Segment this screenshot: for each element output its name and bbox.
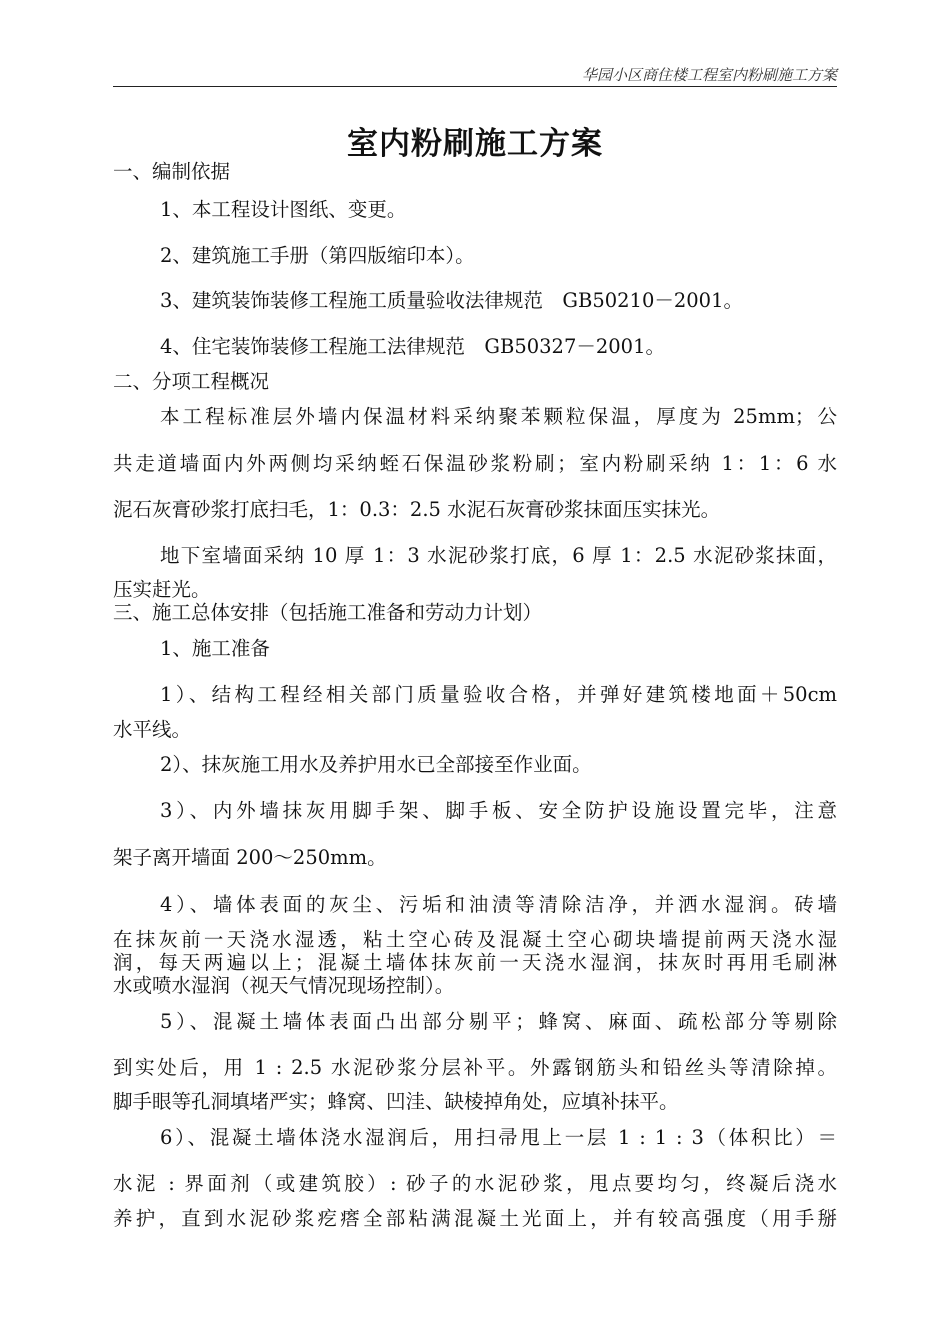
list-item: 2、建筑施工手册（第四版缩印本）。 — [160, 244, 475, 267]
paragraph-line: 3）、内外墙抹灰用脚手架、脚手板、安全防护设施设置完毕，注意 — [160, 799, 837, 822]
list-item: 3、建筑装饰装修工程施工质量验收法律规范 GB50210－2001。 — [160, 289, 743, 312]
paragraph-line: 到实处后，用 1 : 2.5 水泥砂浆分层补平。外露钢筋头和铅丝头等清除掉。 — [113, 1056, 837, 1079]
paragraph-line: 6）、混凝土墙体浇水湿润后，用扫帚甩上一层 1 : 1 : 3（体积比）＝ — [160, 1126, 837, 1149]
paragraph-line: 水或喷水湿润（视天气情况现场控制）。 — [113, 974, 455, 997]
paragraph-line: 本工程标准层外墙内保温材料采纳聚苯颗粒保温，厚度为 25mm；公 — [160, 405, 837, 428]
paragraph-line: 压实赶光。 — [113, 578, 211, 601]
section-heading: 二、分项工程概况 — [113, 370, 270, 393]
list-item: 1、本工程设计图纸、变更。 — [160, 198, 407, 221]
paragraph-line: 2）、抹灰施工用水及养护用水已全部接至作业面。 — [160, 753, 592, 776]
paragraph-line: 水泥 : 界面剂（或建筑胶）: 砂子的水泥砂浆，甩点要均匀，终凝后浇水 — [113, 1172, 837, 1195]
document-title: 室内粉刷施工方案 — [347, 126, 603, 162]
page-header — [113, 62, 837, 87]
paragraph-line: 架子离开墙面 200～250mm。 — [113, 846, 387, 869]
paragraph-line: 1）、结构工程经相关部门质量验收合格，并弹好建筑楼地面＋50cm — [160, 683, 837, 706]
section-heading: 一、编制依据 — [113, 160, 231, 183]
paragraph-line: 润，每天两遍以上；混凝土墙体抹灰前一天浇水湿润，抹灰时再用毛刷淋 — [113, 951, 837, 974]
paragraph-line: 4）、墙体表面的灰尘、污垢和油渍等清除洁净，并洒水湿润。砖墙 — [160, 893, 837, 916]
paragraph-line: 5）、混凝土墙体表面凸出部分剔平；蜂窝、麻面、疏松部分等剔除 — [160, 1010, 837, 1033]
paragraph-line: 脚手眼等孔洞填堵严实；蜂窝、凹洼、缺棱掉角处，应填补抹平。 — [113, 1090, 679, 1113]
subsection-heading: 1、施工准备 — [160, 637, 270, 660]
paragraph-line: 泥石灰膏砂浆打底扫毛，1：0.3：2.5 水泥石灰膏砂浆抹面压实抹光。 — [113, 498, 721, 521]
paragraph-line: 养护，直到水泥砂浆疙瘩全部粘满混凝土光面上，并有较高强度（用手掰 — [113, 1207, 837, 1230]
list-item: 4、住宅装饰装修工程施工法律规范 GB50327－2001。 — [160, 335, 665, 358]
paragraph-line: 在抹灰前一天浇水湿透，粘土空心砖及混凝土空心砌块墙提前两天浇水湿 — [113, 928, 837, 951]
header-text: 华园小区商住楼工程室内粉刷施工方案 — [581, 66, 837, 84]
paragraph-line: 水平线。 — [113, 718, 192, 741]
section-heading: 三、施工总体安排（包括施工准备和劳动力计划） — [113, 601, 543, 624]
paragraph-line: 共走道墙面内外两侧均采纳蛭石保温砂浆粉刷；室内粉刷采纳 1：1：6 水 — [113, 452, 837, 475]
paragraph-line: 地下室墙面采纳 10 厚 1：3 水泥砂浆打底，6 厚 1：2.5 水泥砂浆抹面， — [160, 544, 837, 567]
